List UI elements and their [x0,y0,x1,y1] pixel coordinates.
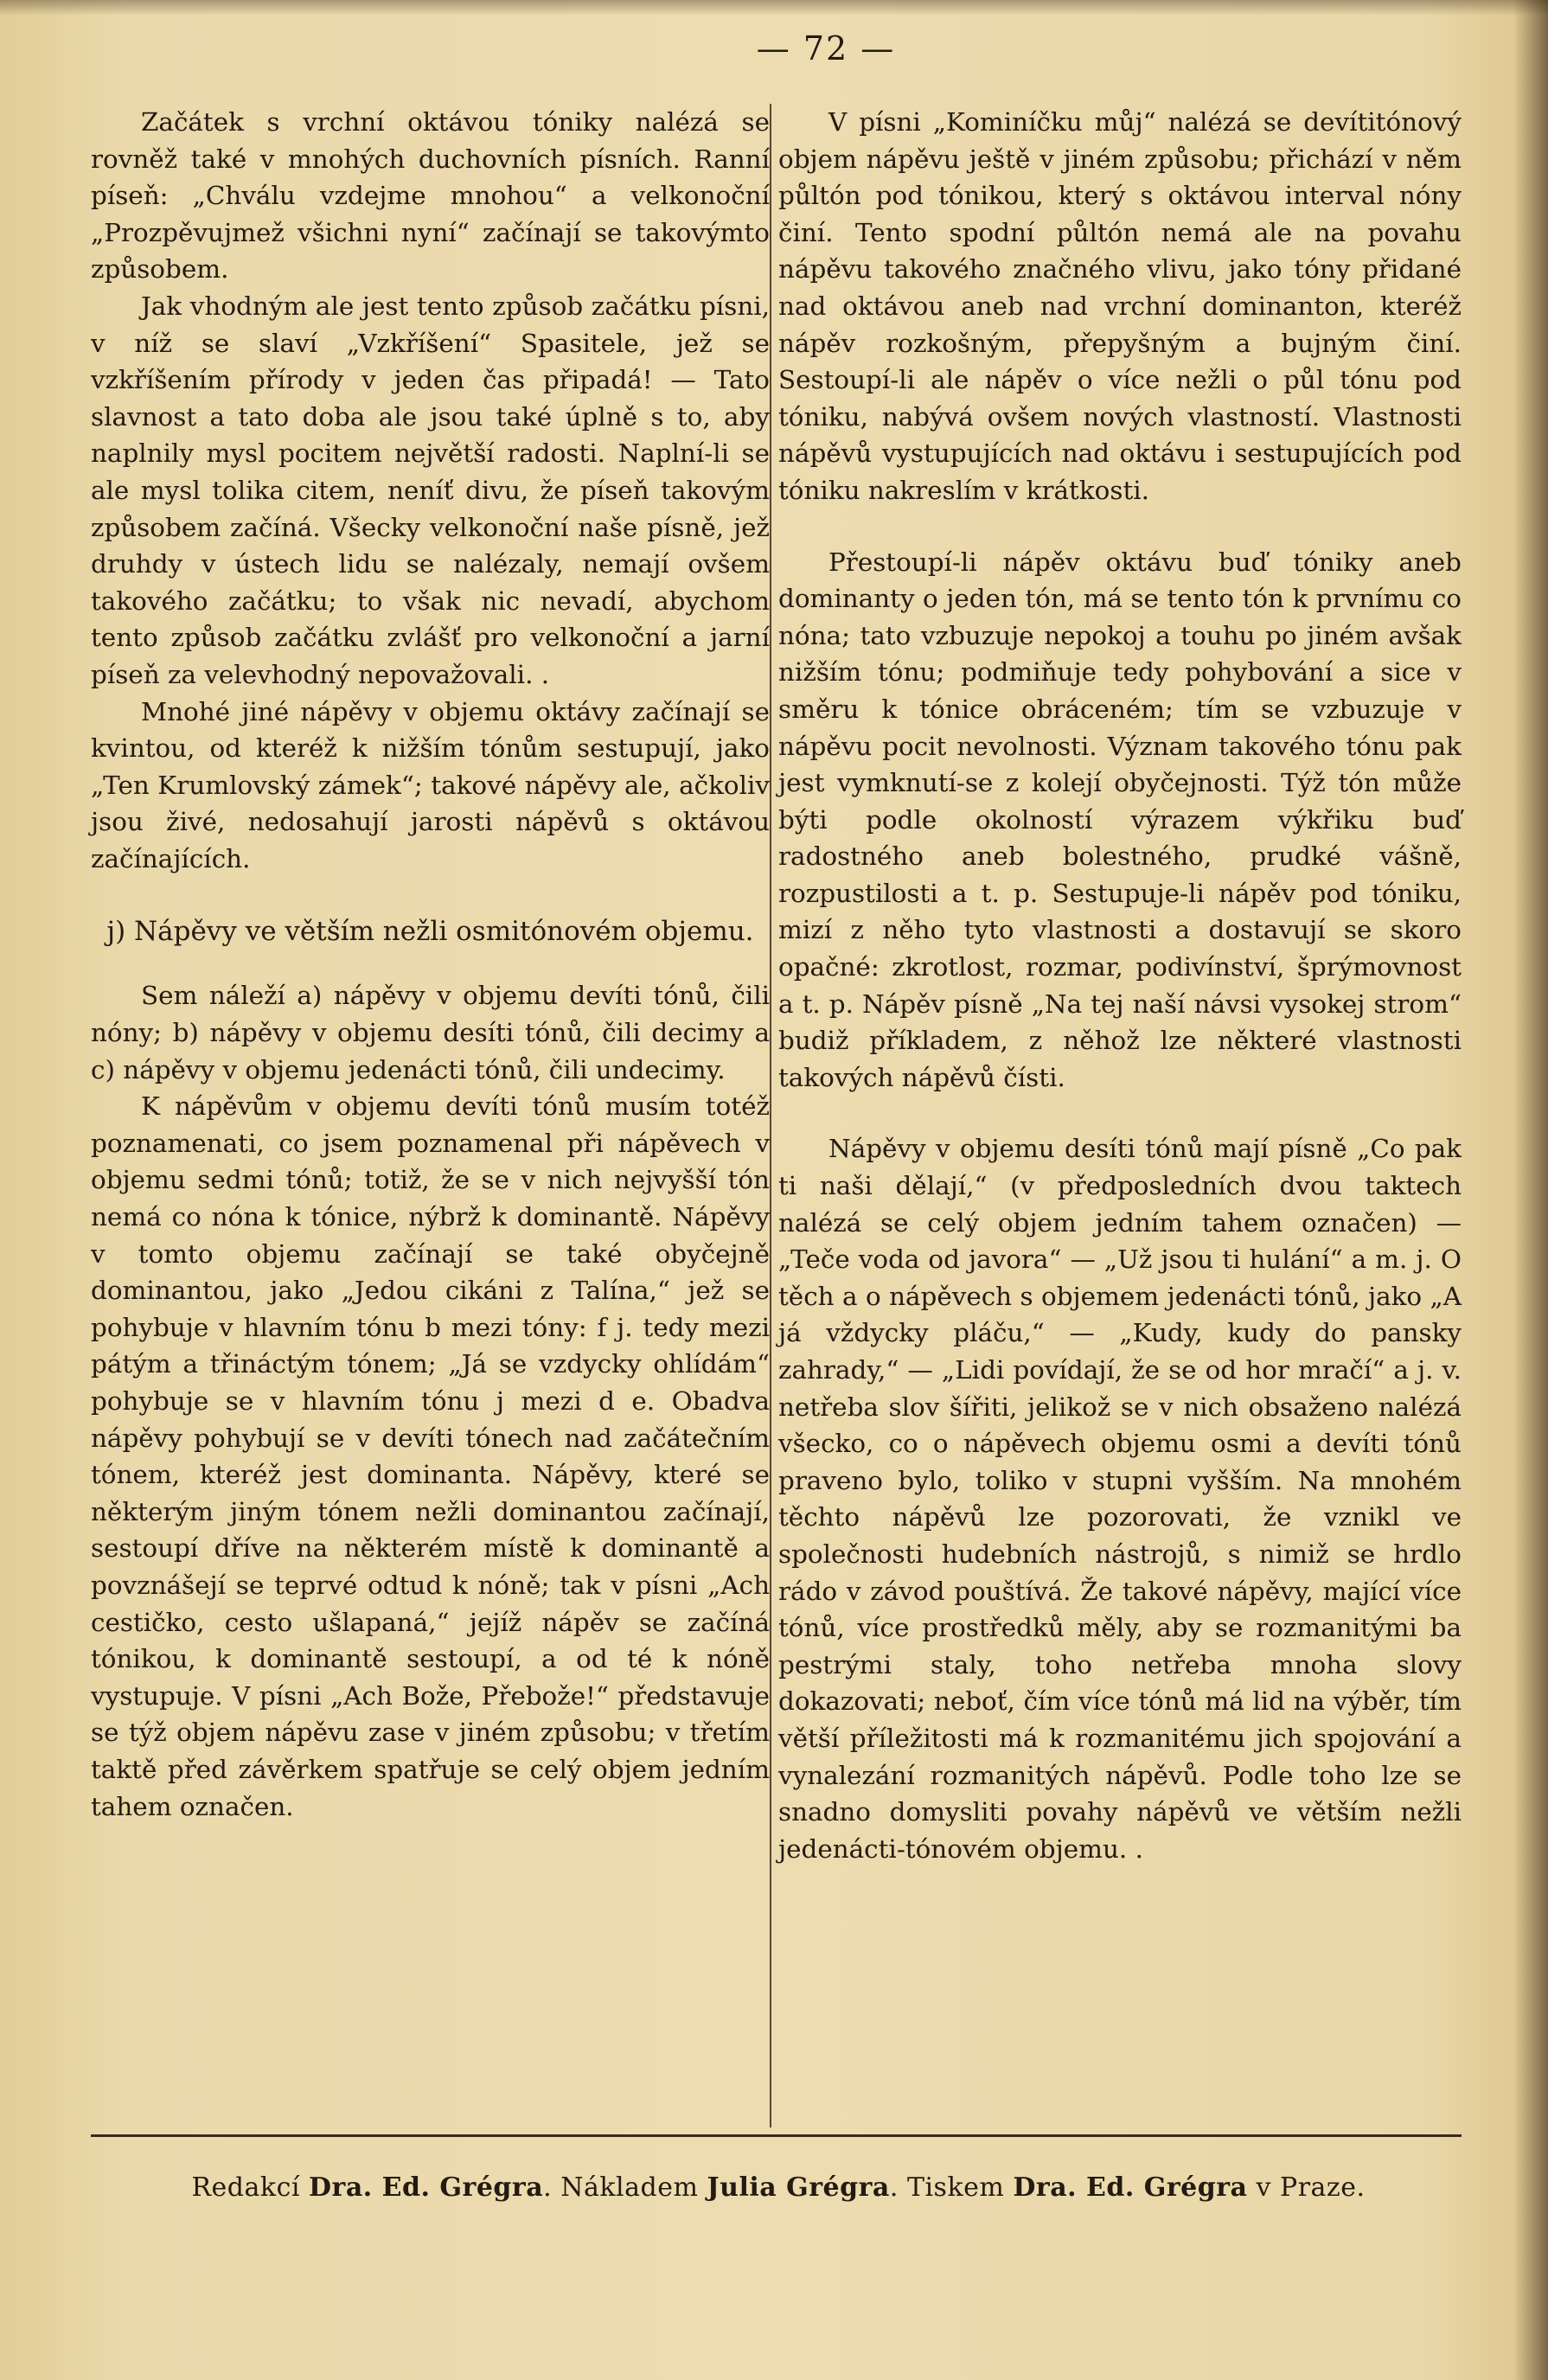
paragraph: Přestoupí-li nápěv oktávu buď tóniky aneb dominanty o jeden tón, má se tento tón k prvnímu co nóna; tato vzbuzuje nepokoj a touhu po jiném avšak nižším tónu; podmiňuje tedy pohybování a sice v směru k tónice obráceném; tím se vzbuzuje v nápěvu pocit nevolnosti. Význam takového tónu pak jest vymknutí-se z kolejí obyčejnosti. Týž tón může býti podle okolností výrazem výkřiku buď radostného aneb bolestného, prudké vášně, rozpustilosti a t. p. Sestupuje-li nápěv pod tóniku, mizí z něho tyto vlastnosti a dostavují se skoro opačné: zkrotlost, rozmar, podivínství, šprýmovnost a t. p. Nápěv písně „Na tej naší návsi vysokej strom“ budiž příkladem, z něhož lze některé vlastnosti takových nápěvů čísti. [778,547,1462,1092]
footer-rule [91,2134,1462,2137]
paragraph: Nápěvy v objemu desíti tónů mají písně „Co pak ti naši dělají,“ (v předposledních dvou taktech nalézá se celý objem jedním tahem označen) — „Teče voda od javora“ — „Už jsou ti hulání“ a m. j. O těch a o nápěvech s objemem jedenácti tónů, jako „A já vždycky pláču,“ — „Kudy, kudy do pansky zahrady,“ — „Lidi povídají, že se od hor mračí“ a j. v. netřeba slov šířiti, jelikož se v nich obsaženo nalézá všecko, co o nápěvech objemu osmi a devíti tónů praveno bylo, toliko v stupni vyšším. Na mnohém těchto nápěvů lze pozorovati, že vznikl ve společnosti hudebních nástrojů, s nimiž se hrdlo rádo v závod pouštívá. Že takové nápěvy, mající více tónů, více prostředků měly, aby se rozmanitými ba pestrými staly, toho netřeba mnoha slovy dokazovati; neboť, čím více tónů má lid na výběr, tím větší příležitosti má k rozmanitému jich spojování a vynalezání rozmanitých nápěvů. Podle toho lze se snadno domysliti povahy nápěvů ve větším nežli jedenácti-tónovém objemu. . [778,1134,1462,1864]
paragraph: Mnohé jiné nápěvy v objemu oktávy začínají se kvintou, od kteréž k nižším tónům sestupují, jako „Ten Krumlovský zámek“; takové nápěvy ale, ačkoliv jsou živé, nedosahují jarosti nápěvů s oktávou začínajících. [91,696,770,873]
paragraph: V písni „Kominíčku můj“ nalézá se devítitónový objem nápěvu ještě v jiném způsobu; přichází v něm půltón pod tónikou, který s oktávou interval nóny činí. Tento spodní půltón nemá ale na povahu nápěvu takového značného vlivu, jako tóny přidané nad oktávou aneb nad vrchní dominanton, kteréž nápěv rozkošným, přepyšným a bujným činí. Sestoupí-li ale nápěv o více nežli o půl tónu pod tóniku, nabývá ovšem nových vlastností. Vlastnosti nápěvů vystupujících nad oktávu i sestupujících pod tóniku nakreslím v krátkosti. [778,107,1462,505]
page-number: — 72 — [756,29,896,67]
left-column [91,104,770,1825]
editor-name: Dra. Ed. Grégra [309,2172,544,2203]
paragraph: K nápěvům v objemu devíti tónů musím totéž poznamenati, co jsem poznamenal při nápěvech v objemu sedmi tónů; totiž, že se v nich nejvyšší tón nemá co nóna k tónice, nýbrž k dominantě. Nápěvy v tomto objemu začínají se také obyčejně dominantou, jako „Jedou cikáni z Talína,“ jež se pohybuje v hlavním tónu b mezi tóny: f j. tedy mezi pátým a třináctým tónem; „Já se vzdycky ohlídám“ pohybuje se v hlavním tónu j mezi d e. Obadva nápěvy pohybují se v devíti tónech nad začátečním tónem, kteréž jest dominanta. Nápěvy, které se některým jiným tónem nežli dominantou začínají, sestoupí dříve na některém místě k dominantě a povznášejí se teprvé odtud k nóně; tak v písni „Ach cestičko, cesto ušlapaná,“ jejíž nápěv se začíná tónikou, k dominantě sestoupí, a od té k nóně vystupuje. V písni „Ach Bože, Přebože!“ představuje se týž objem nápěvu zase v jiném způsobu; v třetím taktě před závěrkem spatřuje se celý objem jedním tahem označen. [91,1091,770,1821]
imprint-footer [86,2172,1470,2203]
right-column [778,104,1462,1867]
column-divider [770,104,771,2127]
publisher-name: Julia Grégra [707,2172,890,2203]
paragraph: Sem náleží a) nápěvy v objemu devíti tónů, čili nóny; b) nápěvy v objemu desíti tónů, čili decimy a c) nápěvy v objemu jedenácti tónů, čili undecimy. [91,981,770,1084]
footer-text: Redakcí [191,2172,310,2203]
page-top-shadow [0,0,1548,16]
paragraph: Začátek s vrchní oktávou tóniky nalézá se rovněž také v mnohých duchovních písních. Ranní píseň: „Chválu vzdejme mnohou“ a velkonoční „Prozpěvujmež všichni nyní“ začínají se takovýmto způsobem. [91,107,770,285]
footer-text: v Praze. [1247,2172,1366,2203]
footer-text: . Nákladem [543,2172,707,2203]
printer-name: Dra. Ed. Grégra [1013,2172,1248,2203]
section-heading: j) Nápěvy ve větším nežli osmitónovém objemu. [106,916,754,948]
paragraph: Jak vhodným ale jest tento způsob začátku písni, v níž se slaví „Vzkříšení“ Spasitele, jež se vzkříšením přírody v jeden čas připadá! — Tato slavnost a tato doba ale jsou také úplně s to, aby naplnily mysl pocitem největší radosti. Naplní-li se ale mysl tolika citem, neníť divu, že píseň takovým způsobem začíná. Všecky velkonoční naše písně, jež druhdy v ústech lidu se nalézaly, nemají ovšem takového začátku; to však nic nevadí, abychom tento způsob začátku zvlášť pro velkonoční a jarní píseň za velevhodný nepovažovali. . [91,291,770,689]
page-binding-shadow [1513,0,1548,2380]
footer-text: . Tiskem [889,2172,1014,2203]
